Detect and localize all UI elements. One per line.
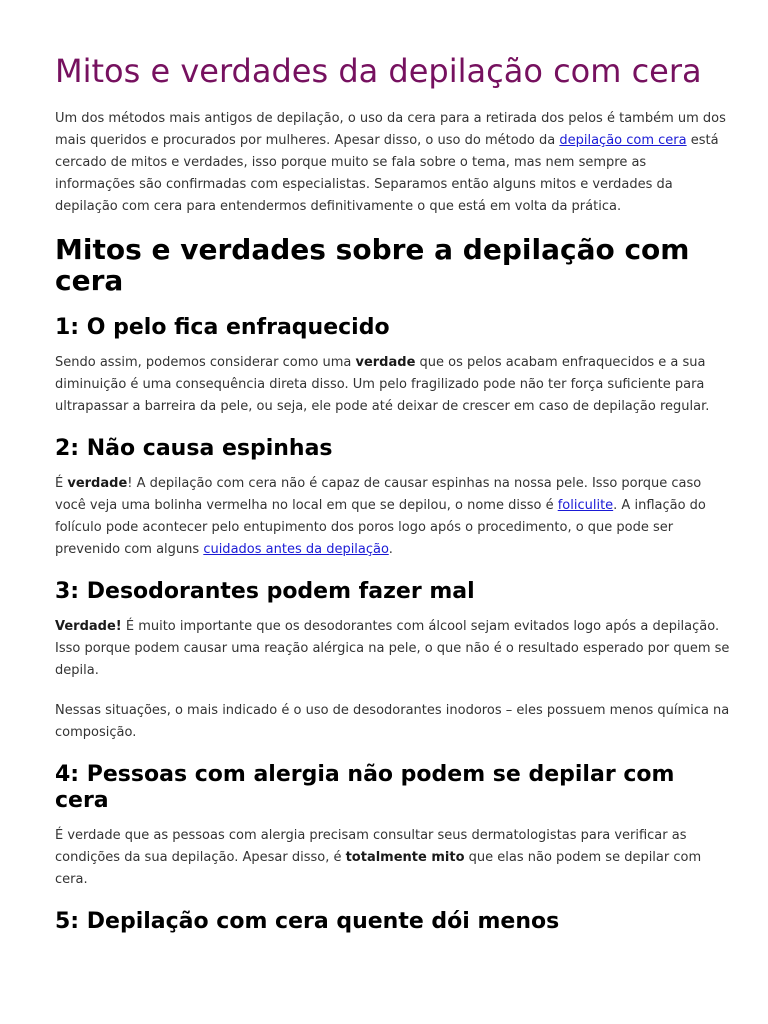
item-1-paragraph [55,352,730,418]
item-2-text-b: ! A depilação com cera não é capaz de causar espinhas na nossa pele. Isso porque caso você veja uma bolinha vermelha no local em que se depilou, o nome disso é [55,476,702,513]
intro-text-start: Um dos métodos mais antigos de depilação, o uso da cera para a retirada dos pelos é também um dos mais queridos e procurados por mulheres. Apesar disso, o uso do método da [55,111,726,148]
item-2-verdict: verdade [67,476,128,491]
item-1-verdict: verdade [355,355,416,370]
intro-text-end: está cercado de mitos e verdades, isso porque muito se fala sobre o tema, mas nem sempre as informações são confirmadas com especialistas. Separamos então alguns mitos e verdades da depilação com cera para entendermos definitivamente o que está em volta da prática. [55,133,719,214]
item-4-heading: 4: Pessoas com alergia não podem se depilar com cera [55,762,675,813]
item-5-heading: 5: Depilação com cera quente dói menos [55,909,560,934]
depilacao-com-cera-link[interactable]: depilação com cera [559,133,687,148]
item-4-paragraph [55,825,730,891]
item-3-verdict: Verdade! [55,619,122,634]
item-1-text-start: Sendo assim, podemos considerar como uma [55,355,356,370]
item-4-text-end: que elas não podem se depilar com cera. [55,850,702,887]
item-2-text-a: É [55,476,68,491]
item-1-text-end: que os pelos acabam enfraquecidos e a sua diminuição é uma consequência direta disso. Um pelo fragilizado pode não ter força suficiente para ultrapassar a barreira da pele, ou seja, ele pode até deixar de crescer em caso de depilação regular. [55,355,710,414]
item-2-heading: 2: Não causa espinhas [55,436,333,461]
page-title: Mitos e verdades da depilação com cera [55,52,702,90]
cuidados-antes-link[interactable]: cuidados antes da depilação [203,542,389,557]
foliculite-link[interactable]: foliculite [557,498,614,513]
item-2-text-c: . A inflação do folículo pode acontecer pelo entupimento dos poros logo após o procedimento, o que pode ser prevenido com alguns [55,498,706,557]
item-3-paragraph-2: Nessas situações, o mais indicado é o uso de desodorantes inodoros – eles possuem menos química na composição. [55,703,730,740]
item-3-text: É muito importante que os desodorantes com álcool sejam evitados logo após a depilação. Isso porque podem causar uma reação alérgica na pele, o que não é o resultado esperado por quem se depila. [55,619,730,678]
item-1-heading: 1: O pelo fica enfraquecido [55,315,390,340]
section-heading: Mitos e verdades sobre a depilação com cera [55,233,690,297]
item-3-heading: 3: Desodorantes podem fazer mal [55,579,475,604]
intro-paragraph [55,108,730,218]
item-2-text-d: . [388,542,393,557]
item-2-paragraph [55,473,730,561]
item-3-paragraph-1 [55,616,730,682]
item-4-verdict: totalmente mito [345,850,465,865]
item-4-text-start: É verdade que as pessoas com alergia precisam consultar seus dermatologistas para verificar as condições da sua depilação. Apesar disso, é [55,828,687,865]
